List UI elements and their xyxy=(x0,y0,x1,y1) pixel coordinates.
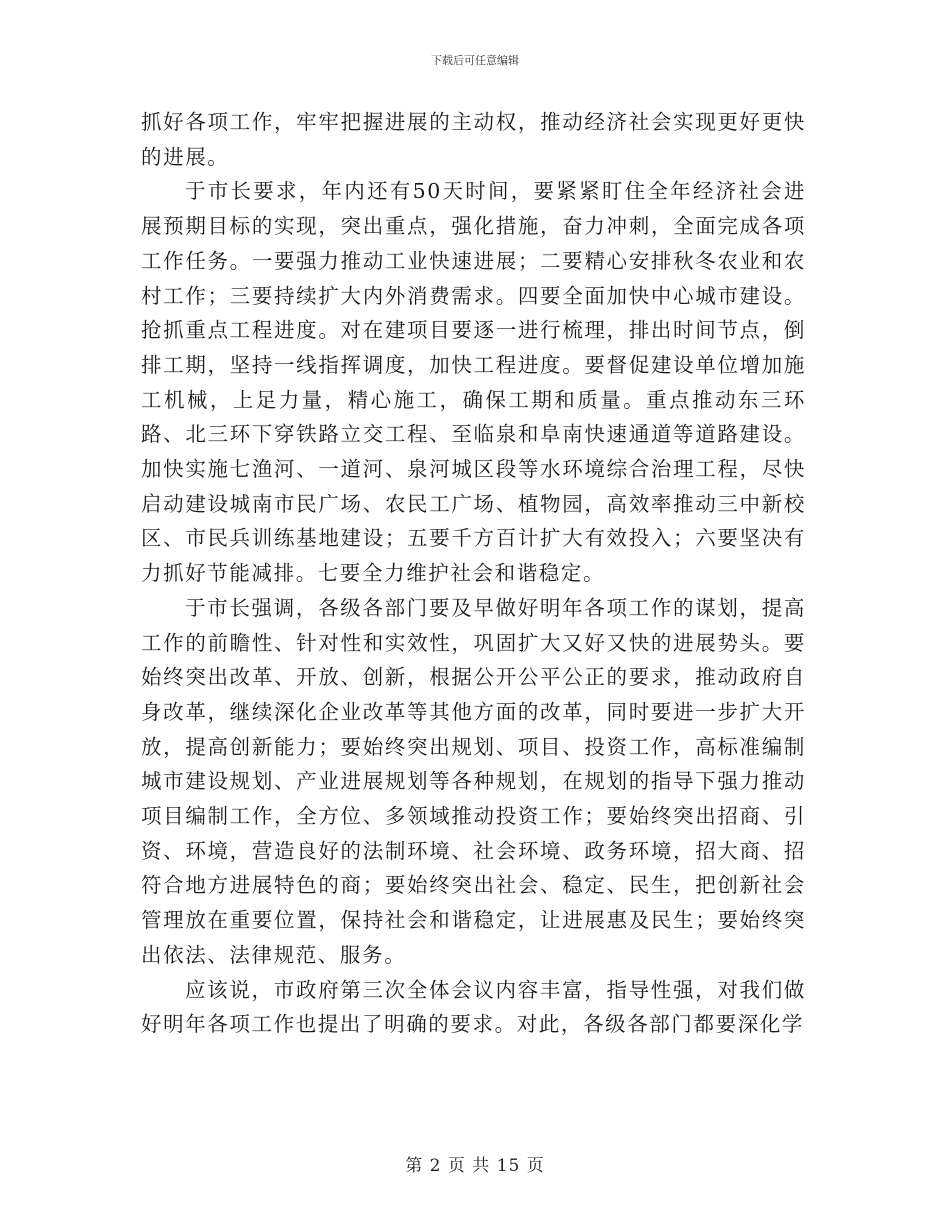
paragraph-conclusion: 应该说，市政府第三次全体会议内容丰富，指导性强，对我们做好明年各项工作也提出了明确的要求。对此，各级各部门都要深化学 xyxy=(141,977,806,1037)
document-body xyxy=(141,105,806,1042)
paragraph-mayor-emphasis: 于市长强调，各级各部门要及早做好明年各项工作的谋划，提高工作的前瞻性、针对性和实效性，巩固扩大又好又快的进展势头。要始终突出改革、开放、创新，根据公开公平公正的要求，推动政府自身改革，继续深化企业改革等其他方面的改革，同时要进一步扩大开放，提高创新能力；要始终突出规划、项目、投资工作，高标准编制城市建设规划、产业进展规划等各种规划，在规划的指导下强力推动项目编制工作，全方位、多领域推动投资工作；要始终突出招商、引资、环境，营造良好的法制环境、社会环境、政务环境，招大商、招符合地方进展特色的商；要始终突出社会、稳定、民生，把创新社会管理放在重要位置，保持社会和谐稳定，让进展惠及民生；要始终突出依法、法律规范、服务。 xyxy=(141,595,806,967)
paragraph-continued: 抓好各项工作，牢牢把握进展的主动权，推动经济社会实现更好更快的进展。 xyxy=(141,110,806,169)
page-header: 下载后可任意编辑 xyxy=(431,54,519,67)
paragraph-mayor-requirements: 于市长要求，年内还有50天时间，要紧紧盯住全年经济社会进展预期目标的实现，突出重点，强化措施，奋力冲刺，全面完成各项工作任务。一要强力推动工业快速进展；二要精心安排秋冬农业和农村工作；三要持续扩大内外消费需求。四要全面加快中心城市建设。抢抓重点工程进度。对在建项目要逐一进行梳理，排出时间节点，倒排工期，坚持一线指挥调度，加快工程进度。要督促建设单位增加施工机械，上足力量，精心施工，确保工期和质量。重点推动东三环路、北三环下穿铁路立交工程、至临泉和阜南快速通道等道路建设。加快实施七渔河、一道河、泉河城区段等水环境综合治理工程，尽快启动建设城南市民广场、农民工广场、植物园，高效率推动三中新校区、市民兵训练基地建设；五要千方百计扩大有效投入；六要坚决有力抓好节能减排。七要全力维护社会和谐稳定。 xyxy=(141,179,806,586)
page-number-footer: 第 2 页 共 15 页 xyxy=(405,1156,545,1176)
